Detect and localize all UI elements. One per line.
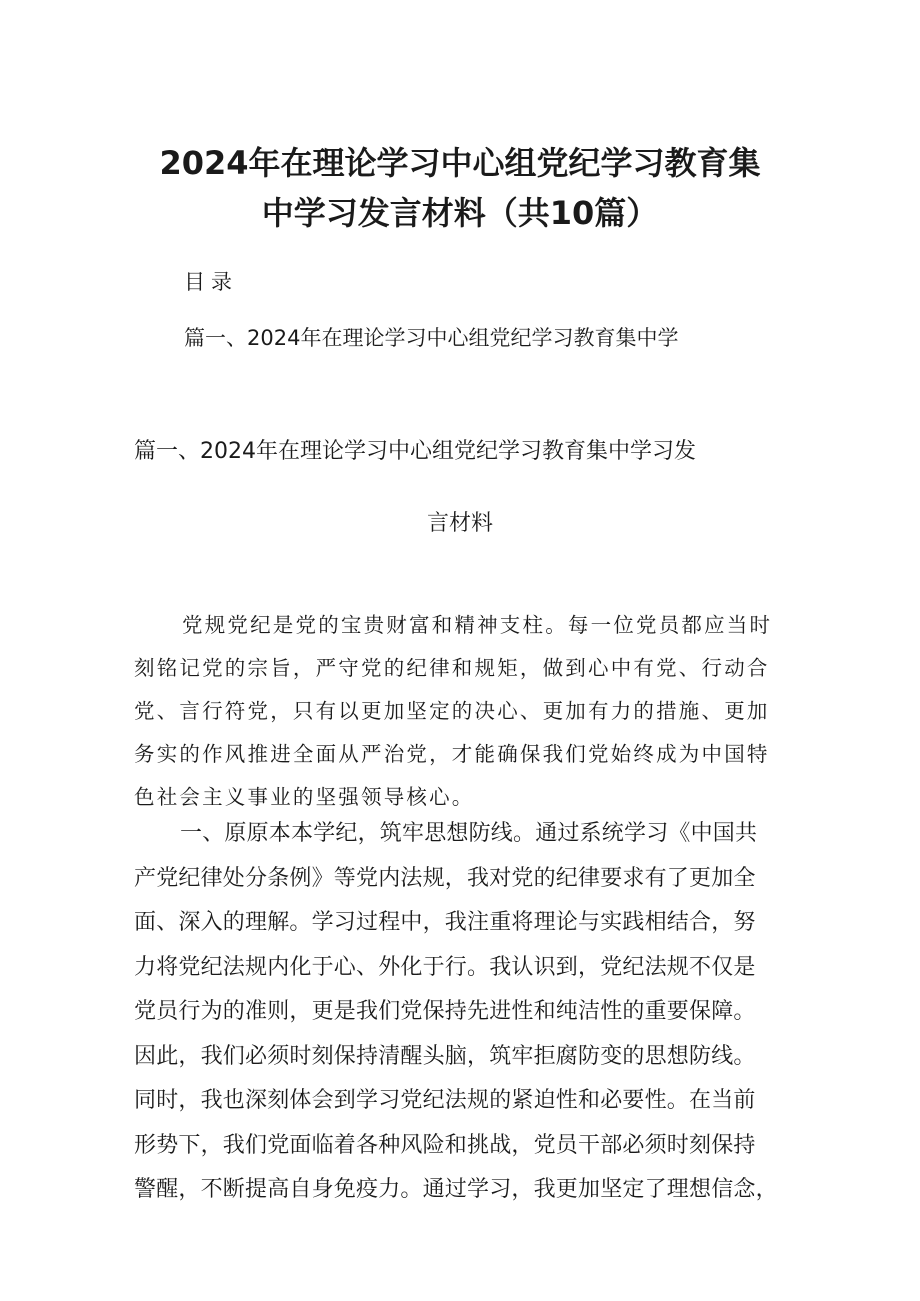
title-line-1: 2024年在理论学习中心组党纪学习教育集 [159,144,761,182]
paragraph-2-line: 一、原原本本学纪，筑牢思想防线。通过系统学习《中国共 [180,821,758,846]
paragraph-1-line: 务实的作风推进全面从严治党，才能确保我们党始终成为中国特 [134,742,770,766]
toc-item-1[interactable]: 篇一、2024年在理论学习中心组党纪学习教育集中学 [184,326,679,350]
document-title [120,138,800,238]
section-heading-line-1: 篇一、2024年在理论学习中心组党纪学习教育集中学习发 [134,439,696,464]
paragraph-1-line: 党规党纪是党的宝贵财富和精神支柱。每一位党员都应当时 [182,613,773,637]
paragraph-2-line: 产党纪律处分条例》等党内法规，我对党的纪律要求有了更加全 [134,865,756,891]
paragraph-2-line: 同时，我也深刻体会到学习党纪法规的紧迫性和必要性。在当前 [134,1088,756,1113]
paragraph-1 [134,604,794,819]
paragraph-2-line: 党员行为的准则，更是我们党保持先进性和纯洁性的重要保障。 [134,999,756,1024]
title-line-2: 中学习发言材料（共10篇） [261,194,659,232]
paragraph-1-line: 党、言行符党，只有以更加坚定的决心、更加有力的措施、更加 [134,699,770,723]
toc-label: 目录 [184,270,238,294]
paragraph-2-line: 因此，我们必须时刻保持清醒头脑，筑牢拒腐防变的思想防线。 [134,1043,756,1069]
paragraph-2-line: 形势下，我们党面临着各种风险和挑战，党员干部必须时刻保持 [134,1132,756,1158]
paragraph-2-line: 警醒，不断提高自身免疫力。通过学习，我更加坚定了理想信念， [134,1177,778,1202]
paragraph-2 [134,812,804,1213]
section-heading-line-2: 言材料 [426,511,493,536]
paragraph-1-line: 刻铭记党的宗旨，严守党的纪律和规矩，做到心中有党、行动合 [134,656,770,680]
paragraph-2-line: 力将党纪法规内化于心、外化于行。我认识到，党纪法规不仅是 [134,954,756,980]
paragraph-1-line: 色社会主义事业的坚强领导核心。 [134,785,475,809]
paragraph-2-line: 面、深入的理解。学习过程中，我注重将理论与实践相结合，努 [134,910,756,935]
